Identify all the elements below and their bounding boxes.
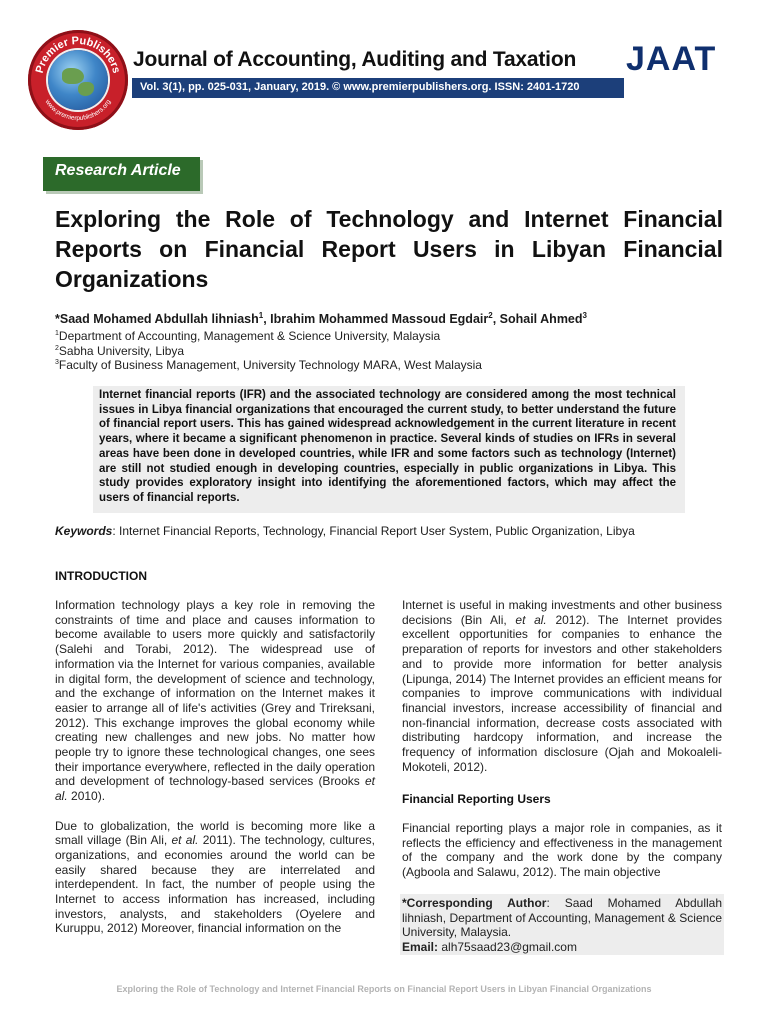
paragraph-text: Information technology plays a key role in removing the constraints of time and place and causes information to become available to users more quickly and satisfactorily (Salehi and Torabi, 2012). The widespread use of information via the Internet for various companies, available in digital form, the development of science and technology, and the exchange of information on the Internet makes it easier to arrange all of life's activities (Grey and Trireksani, 2012). This exchange improves the global economy while creating new challenges and new jobs. No matter how people try to ignore these technological changes, one sees their importance everywhere, reflected in the daily operation and development of technology-based services (Brooks (55, 598, 375, 789)
paragraph: Financial reporting plays a major role in companies, as it reflects the efficiency and effectiveness in the management of the company and the work done by the company (Agboola and Salawu, 2012). The main objective (402, 821, 722, 880)
affiliation-sup: 1 (55, 330, 59, 337)
paragraph-emphasis: et al. (515, 612, 547, 627)
affiliation-sup: 3 (55, 359, 59, 366)
paragraph (402, 598, 722, 774)
author-3-sup: 3 (582, 311, 587, 320)
author-2-sup: 2 (488, 311, 493, 320)
email-label: Email: (402, 940, 439, 955)
affiliation-1 (55, 329, 440, 343)
author-2: Ibrahim Mohammed Massoud Egdair (270, 312, 489, 327)
author-sep: , (492, 312, 500, 327)
paragraph-emphasis: et al. (55, 774, 375, 804)
author-1-sup: 1 (258, 311, 264, 320)
right-column-continued (402, 821, 722, 895)
paragraph-text: Due to globalization, the world is becoming more like a small village (Bin Ali, (55, 818, 375, 848)
affiliation-text: Faculty of Business Management, University Technology MARA, West Malaysia (58, 358, 482, 372)
globe-icon (48, 50, 108, 110)
corresponding-author (402, 896, 722, 955)
author-1: *Saad Mohamed Abdullah lihniash (55, 312, 259, 327)
journal-abbreviation: JAAT (626, 40, 717, 78)
affiliation-sup: 2 (55, 345, 59, 352)
journal-title: Journal of Accounting, Auditing and Taxation (133, 48, 577, 71)
corresponding-author-label: *Corresponding Author (402, 896, 547, 910)
affiliation-text: Department of Accounting, Management & Science University, Malaysia (58, 329, 441, 343)
logo-ring-top-text: Premier Publishers (33, 34, 123, 75)
email-address: alh75saad23@gmail.com (438, 940, 577, 955)
author-3: Sohail Ahmed (499, 312, 583, 327)
article-type-label: Research Article (55, 162, 181, 179)
paragraph-text: 2010). (67, 789, 106, 804)
section-heading-introduction: INTRODUCTION (55, 569, 147, 583)
affiliation-3 (55, 358, 482, 372)
left-column (55, 598, 375, 951)
author-list (55, 311, 735, 326)
logo-ring-bottom-text: www.premierpublishers.org (43, 98, 113, 123)
paragraph-emphasis: et al. (171, 833, 199, 848)
page-footer: Exploring the Role of Technology and Internet Financial Reports on Financial Report Users in Libyan Financial Organizations (116, 984, 652, 994)
paragraph (55, 819, 375, 937)
keywords-label: Keywords (55, 524, 113, 538)
author-sep: , (263, 312, 271, 327)
affiliation-text: Sabha University, Libya (58, 344, 185, 358)
paper-title: Exploring the Role of Technology and Internet Financial Reports on Financial Report Users in Libyan Financial Organizations (55, 206, 723, 292)
journal-info: Vol. 3(1), pp. 025-031, January, 2019. © www.premierpublishers.org. ISSN: 2401-1720 (140, 81, 580, 93)
section-heading-financial-reporting-users: Financial Reporting Users (402, 792, 551, 806)
paragraph-text: 2011). The technology, cultures, organizations, and economies around the world can be easily shared because they are interrelated and interdependent. In fact, the number of people using the Internet to access information has increased, including investors, analysts, and stakeholders (Oyelere and Kuruppu, 2012) Moreover, financial information on the (55, 833, 375, 936)
publisher-logo (28, 30, 128, 130)
abstract-text: Internet financial reports (IFR) and the associated technology are considered among the most technical issues in Libya financial organizations that encouraged the current study, to better understand the future of financial report users. This has gained widespread acknowledgement in the current literature in recent years, where it became a significant phenomenon in practice. Several kinds of studies on IFRs in several areas have been done in developed countries, while IFR and some factors such as technology (Internet) are still not studied enough in developing countries, especially in public organizations in Libya. This study provides exploratory insight into identifying the aforementioned factors, which may affect the users of financial reports. (99, 389, 676, 504)
keywords-text: : Internet Financial Reports, Technology, Financial Report User System, Public Organization, Libya (112, 524, 635, 538)
corresponding-author-text: : Saad Mohamed Abdullah lihniash, Department of Accounting, Management & Science University, Malaysia. (402, 896, 722, 940)
keywords (55, 524, 635, 538)
paragraph-text: 2012). The Internet provides excellent opportunities for companies to enhance the preparation of reports for investors and other stakeholders and to provide more information for better analysis (Lipunga, 2014) The Internet provides an efficient means for companies to improve communications with individual financial investors, increase accessibility of financial and non-financial information, decrease costs associated with distributing hardcopy information, and increase the frequency of information disclosure (Ojah and Mokoaleli-Mokoteli, 2012). (402, 612, 722, 774)
affiliation-2 (55, 344, 184, 358)
paragraph (55, 598, 375, 804)
paragraph-text: Internet is useful in making investments and other business decisions (Bin Ali, (402, 598, 722, 627)
right-column (402, 598, 722, 789)
